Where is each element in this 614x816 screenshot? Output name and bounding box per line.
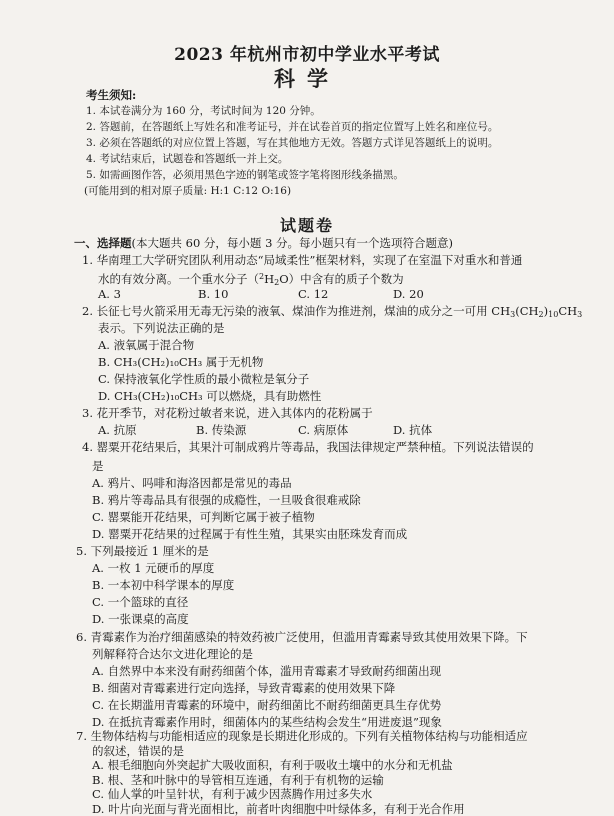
option: B. CH₃(CH₂)₁₀CH₃ 属于无机物 <box>98 355 264 369</box>
option: B. 鸦片等毒品具有很强的成瘾性，一旦吸食很难戒除 <box>92 493 361 507</box>
option: B. 传染源 <box>196 423 247 437</box>
notice-item: 2. 答题前，在答题纸上写姓名和准考证号，并在试卷首页的指定位置写上姓名和座位号。 <box>86 121 499 133</box>
question-2-stem-cont: 表示。下列说法正确的是 <box>98 321 225 335</box>
option: A. 液氧属于混合物 <box>98 338 195 352</box>
option: D. 在抵抗青霉素作用时，细菌体内的某些结构会发生“用进废退”现象 <box>92 715 442 729</box>
option: D. 叶片向光面与背光面相比，前者叶肉细胞中叶绿体多，有利于光合作用 <box>92 802 465 816</box>
option: D. CH₃(CH₂)₁₀CH₃ 可以燃烧，具有助燃性 <box>98 389 322 403</box>
notice-item: 3. 必须在答题纸的对应位置上答题，写在其他地方无效。答题方式详见答题纸上的说明。 <box>86 137 499 149</box>
option: D. 抗体 <box>393 423 433 437</box>
option: C. 在长期滥用青霉素的环境中，耐药细菌比不耐药细菌更具生存优势 <box>92 698 442 712</box>
question-1-stem-cont: 水的有效分离。一个重水分子$(^2H_2O)$中含有的质子个数为 <box>98 272 404 287</box>
question-3-stem: 3. 花开季节，对花粉过敏者来说，进入其体内的花粉属于 <box>82 406 373 420</box>
option: D. 20 <box>393 287 424 301</box>
option: C. 一个篮球的直径 <box>92 595 189 609</box>
option: B. 一本初中科学课本的厚度 <box>92 578 235 592</box>
notice-item: 4. 考试结束后，试题卷和答题纸一并上交。 <box>86 153 289 165</box>
option: A. 自然界中本来没有耐药细菌个体，滥用青霉素才导致耐药细菌出现 <box>92 664 442 678</box>
notice-item: 5. 如需画图作答，必须用黑色字迹的钢笔或签字笔将图形线条描黑。 <box>86 169 404 181</box>
question-7-stem: 7. 生物体结构与功能相适应的现象是长期进化形成的。下列有关植物体结构与功能相适应 <box>76 729 528 743</box>
option: C. 罂粟能开花结果，可判断它属于被子植物 <box>92 510 315 524</box>
option: D. 罂粟开花结果的过程属于有性生殖，其果实由胚珠发育而成 <box>92 527 408 541</box>
option: C. 病原体 <box>298 423 349 437</box>
exam-title: 2023 年杭州市初中学业水平考试 <box>174 45 440 65</box>
question-7-stem-cont: 的叙述，错误的是 <box>92 743 184 758</box>
option: A. 鸦片、吗啡和海洛因都是常见的毒品 <box>92 476 292 490</box>
question-2-stem: 2. 长征七号火箭采用无毒无污染的液氧、煤油作为推进剂，煤油的成分之一可用 $CH_3(CH_2)_{10}CH_3$ <box>82 304 583 319</box>
option: C. 仙人掌的叶呈针状，有利于减少因蒸腾作用过多失水 <box>92 787 373 802</box>
subject-title: 科学 <box>274 66 340 91</box>
question-6-stem: 6. 青霉素作为治疗细菌感染的特效药被广泛使用，但滥用青霉素导致其使用效果下降。下 <box>76 630 528 644</box>
section-heading <box>74 236 453 250</box>
option: A. 根毛细胞向外突起扩大吸收面积，有利于吸收土壤中的水分和无机盐 <box>92 758 453 773</box>
section-note: (本大题共 60 分，每小题 3 分。每小题只有一个选项符合题意) <box>131 236 454 250</box>
question-6-stem-cont: 列解释符合达尔文进化理论的是 <box>92 647 253 661</box>
atomic-mass-note: (可能用到的相对原子质量: H:1 C:12 O:16) <box>84 185 292 197</box>
question-5-stem: 5. 下列最接近 1 厘米的是 <box>76 544 209 558</box>
question-4-stem: 4. 罂粟开花结果后，其果汁可制成鸦片等毒品，我国法律规定严禁种植。下列说法错误的 <box>82 440 534 454</box>
booklet-title: 试题卷 <box>279 216 334 235</box>
question-4-stem-cont: 是 <box>92 459 104 473</box>
option: B. 10 <box>198 287 229 301</box>
section-label: 一、选择题 <box>74 236 132 250</box>
option: A. 一枚 1 元硬币的厚度 <box>92 561 215 575</box>
notice-item: 1. 本试卷满分为 160 分，考试时间为 120 分钟。 <box>86 105 321 117</box>
option: A. 抗原 <box>98 423 137 437</box>
option: A. 3 <box>98 287 121 301</box>
option: B. 细菌对青霉素进行定向选择，导致青霉素的使用效果下降 <box>92 681 396 695</box>
option: D. 一张课桌的高度 <box>92 612 189 626</box>
option: B. 根、茎和叶脉中的导管相互连通，有利于有机物的运输 <box>92 772 384 787</box>
notice-heading: 考生须知: <box>86 88 137 102</box>
option: C. 12 <box>298 287 329 301</box>
question-1-stem: 1. 华南理工大学研究团队利用动态“局域柔性”框架材料，实现了在室温下对重水和普通 <box>82 253 523 267</box>
option: C. 保持液氧化学性质的最小微粒是氧分子 <box>98 372 310 386</box>
